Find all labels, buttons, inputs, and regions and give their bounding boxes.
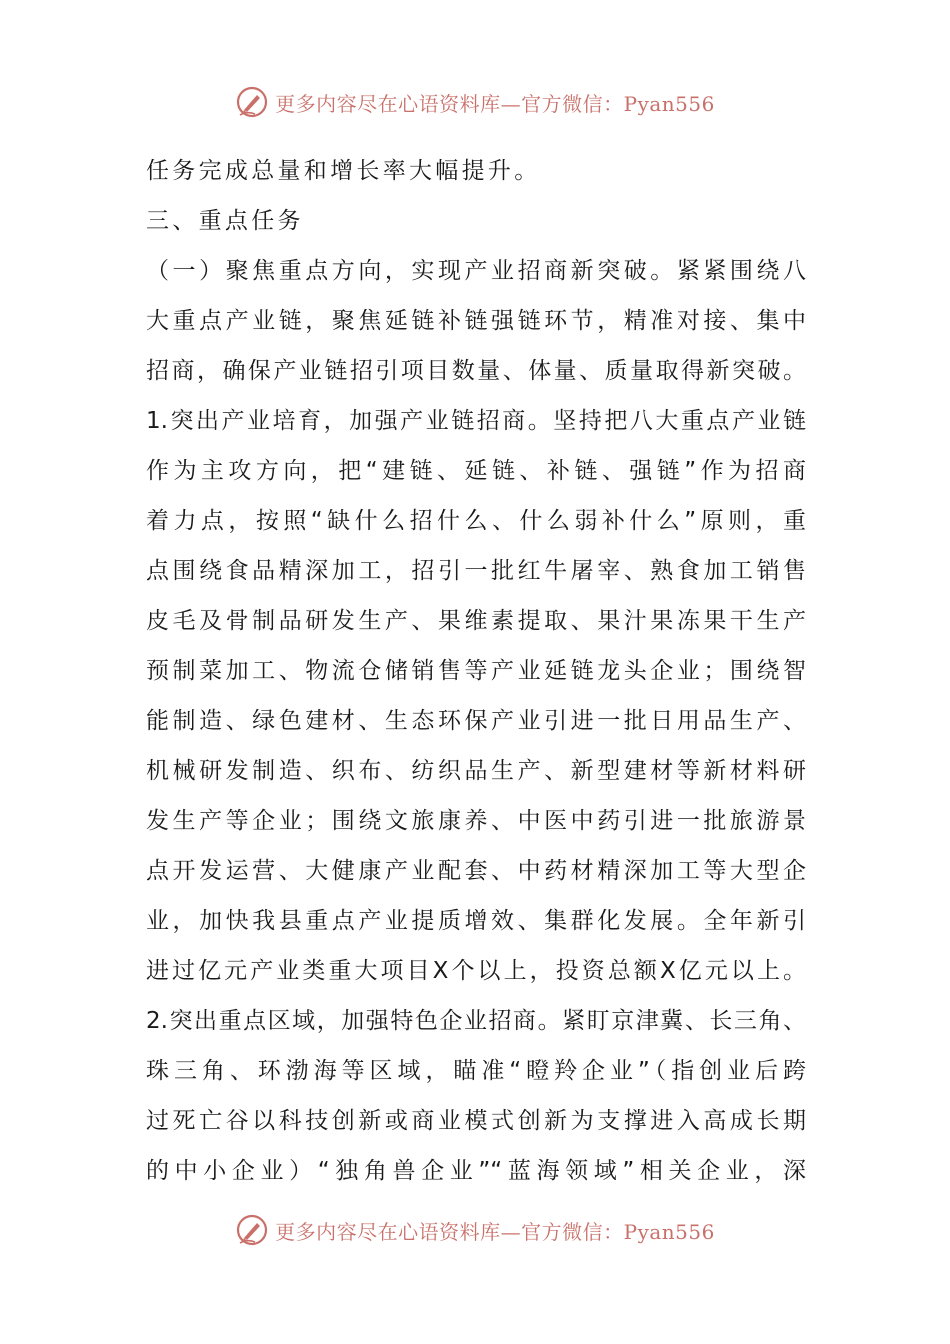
header-banner — [0, 80, 950, 124]
body-line: 过死亡谷以科技创新或商业模式创新为支撑进入高成长期 — [146, 1108, 806, 1134]
header-banner-text: 更多内容尽在心语资料库—官方微信：Pyan556 — [275, 91, 715, 116]
section-heading: 三、重点任务 — [146, 208, 304, 234]
body-line: 着力点，按照“缺什么招什么、什么弱补什么”原则，重 — [146, 508, 806, 534]
body-line: 珠三角、环渤海等区域，瞄准“瞪羚企业”（指创业后跨 — [146, 1058, 806, 1084]
body-line: 发生产等企业；围绕文旅康养、中医中药引进一批旅游景 — [146, 808, 806, 834]
body-line: 的中小企业）“独角兽企业”“蓝海领域”相关企业，深 — [146, 1158, 806, 1184]
body-line: 点围绕食品精深加工，招引一批红牛屠宰、熟食加工销售 — [146, 558, 806, 584]
pen-logo-icon — [235, 1213, 269, 1247]
body-line: 作为主攻方向，把“建链、延链、补链、强链”作为招商 — [146, 458, 806, 484]
body-line: 机械研发制造、织布、纺织品生产、新型建材等新材料研 — [146, 758, 806, 784]
pen-logo-icon — [235, 85, 269, 119]
footer-banner-text: 更多内容尽在心语资料库—官方微信：Pyan556 — [275, 1219, 715, 1244]
body-line: 2.突出重点区域，加强特色企业招商。紧盯京津冀、长三角、 — [146, 1008, 806, 1034]
body-line: 预制菜加工、物流仓储销售等产业延链龙头企业；围绕智 — [146, 658, 806, 684]
body-line: （一）聚焦重点方向，实现产业招商新突破。紧紧围绕八 — [146, 258, 806, 284]
body-line: 能制造、绿色建材、生态环保产业引进一批日用品生产、 — [146, 708, 806, 734]
body-line: 点开发运营、大健康产业配套、中药材精深加工等大型企 — [146, 858, 806, 884]
body-line: 大重点产业链，聚焦延链补链强链环节，精准对接、集中 — [146, 308, 806, 334]
document-body — [146, 146, 806, 1196]
body-line: 招商，确保产业链招引项目数量、体量、质量取得新突破。 — [146, 358, 806, 384]
body-line: 业，加快我县重点产业提质增效、集群化发展。全年新引 — [146, 908, 806, 934]
body-line: 任务完成总量和增长率大幅提升。 — [146, 158, 541, 184]
footer-banner — [0, 1208, 950, 1252]
body-line: 1.突出产业培育，加强产业链招商。坚持把八大重点产业链 — [146, 408, 806, 434]
body-line: 皮毛及骨制品研发生产、果维素提取、果汁果冻果干生产 — [146, 608, 806, 634]
body-line: 进过亿元产业类重大项目X个以上，投资总额X亿元以上。 — [146, 958, 806, 984]
